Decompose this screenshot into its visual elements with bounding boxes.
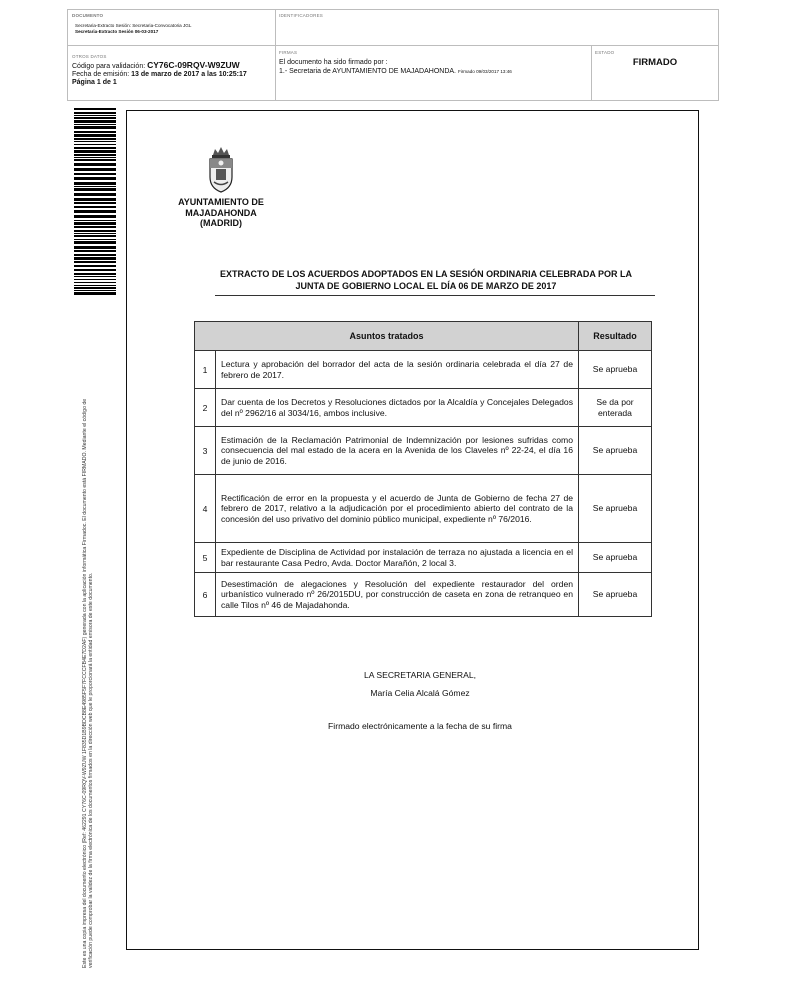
row-subject: Desestimación de alegaciones y Resolución del expediente restaurador del orden urbanístico vulnerado nº 26/2015DU, por construcción de caseta en zona de retranqueo en calle Tilos nº 46 de Majadahonda. (216, 573, 579, 617)
row-result: Se aprueba (579, 543, 652, 573)
barcode-image (74, 108, 116, 296)
document-header (67, 9, 719, 101)
title-line1: EXTRACTO DE LOS ACUERDOS ADOPTADOS EN LA SESIÓN ORDINARIA CELEBRADA POR LA (219, 269, 633, 279)
signature-note: Firmado electrónicamente a la fecha de su firma (328, 721, 512, 731)
otros-datos-cell (68, 46, 276, 100)
signature-name: María Celia Alcalá Gómez (370, 688, 470, 698)
firmante: 1.- Secretaria de AYUNTAMIENTO DE MAJADAHONDA. (279, 68, 456, 75)
organization-name (160, 197, 282, 229)
codigo-value: CY76C-09RQV-W9ZUW (147, 60, 240, 70)
row-subject: Dar cuenta de los Decretos y Resoluciones dictados por la Alcaldía y Concejales Delegados del nº 2962/16 al 3034/16, ambos inclusive. (216, 389, 579, 427)
coat-of-arms-icon (205, 146, 237, 194)
identificadores-cell (276, 10, 718, 46)
row-result: Se aprueba (579, 427, 652, 475)
row-result: Se aprueba (579, 573, 652, 617)
documento-label: DOCUMENTO (72, 13, 104, 18)
col-asuntos-header: Asuntos tratados (195, 322, 579, 351)
row-subject: Lectura y aprobación del borrador del acta de la sesión ordinaria celebrada el día 27 de febrero de 2017. (216, 351, 579, 389)
firmas-cell (276, 46, 592, 100)
table-row (195, 389, 652, 427)
side-note-line2: verificación puede comprobar la validez de la firma electrónica de los documentos firmados en la dirección web que le proporcionará la entidad emisora de este documento. (88, 572, 95, 968)
signature-role: LA SECRETARIA GENERAL, (363, 670, 477, 680)
pagina: Página 1 de 1 (72, 79, 117, 86)
row-number: 5 (195, 543, 216, 573)
table-header-row (195, 322, 652, 351)
codigo-label: Código para validación: (72, 63, 146, 70)
row-subject: Estimación de la Reclamación Patrimonial de Indemnización por lesiones sufridas como consecuencia del mal estado de la acera en la Avenida de los Claveles nº 22-24, el día 16 de junio de 2016. (216, 427, 579, 475)
codigo-line (72, 61, 240, 72)
row-subject: Expediente de Disciplina de Actividad por instalación de terraza no ajustada a licencia en el bar restaurante Casa Pedro, Avda. Doctor Marañón, 2 local 3. (216, 543, 579, 573)
row-number: 6 (195, 573, 216, 617)
table-row (195, 543, 652, 573)
estado-value: FIRMADO (632, 57, 678, 68)
table-row (195, 475, 652, 543)
firmas-intro: El documento ha sido firmado por : (279, 59, 388, 66)
documento-cell (68, 10, 276, 46)
estado-label: ESTADO (595, 50, 615, 55)
identificadores-label: IDENTIFICADORES (279, 13, 324, 18)
row-number: 4 (195, 475, 216, 543)
row-result: Se aprueba (579, 351, 652, 389)
org-line3: (MADRID) (200, 218, 242, 228)
documento-line2: Secretaria-Extracto Sesión 06-03-2017 (75, 29, 159, 34)
title-line2: JUNTA DE GOBIERNO LOCAL EL DÍA 06 DE MARZO DE 2017 (295, 281, 557, 291)
org-line2: MAJADAHONDA (185, 207, 257, 218)
verification-side-note (82, 268, 94, 968)
side-note-line1: Este es una copia impresa del documento electrónico (Ref: 462291 CY76C-09RQV-W9ZUW 1F835D1B9BDCB8E4985F5F7FCCCFB4E7D2AF) generada con la aplicación informática Firmadoc. El documento está FIRMADO. Mediante el código de (82, 398, 88, 968)
documento-line1: Secretaria-Extracto Sesión: Secretaria-Convocatoria JGL (75, 23, 192, 28)
title-underline (215, 295, 655, 296)
row-result: Se da por enterada (579, 389, 652, 427)
table-row (195, 427, 652, 475)
document-title (196, 268, 656, 292)
org-line1: AYUNTAMIENTO DE (178, 197, 264, 207)
fecha-label: Fecha de emisión: (72, 71, 130, 78)
row-subject: Rectificación de error en la propuesta y el acuerdo de Junta de Gobierno de fecha 27 de febrero de 2017, relativo a la adjudicación por el procedimiento abierto del contrato de la concesión del uso privativo del dominio público municipal, expediente nº 76/2016. (216, 475, 579, 543)
estado-cell (592, 46, 718, 100)
firmas-label: FIRMAS (279, 50, 298, 55)
fecha-value: 13 de marzo de 2017 a las 10:25:17 (131, 71, 247, 78)
otros-datos-label: OTROS DATOS (72, 54, 107, 59)
row-number: 2 (195, 389, 216, 427)
table-row (195, 351, 652, 389)
table-row (195, 573, 652, 617)
row-number: 3 (195, 427, 216, 475)
row-number: 1 (195, 351, 216, 389)
row-result: Se aprueba (579, 475, 652, 543)
col-resultado-header: Resultado (579, 322, 652, 351)
firmado-fecha: Firmado 09/03/2017 13:46 (457, 69, 512, 74)
firmante-line (279, 68, 512, 77)
agreements-table (194, 321, 652, 617)
